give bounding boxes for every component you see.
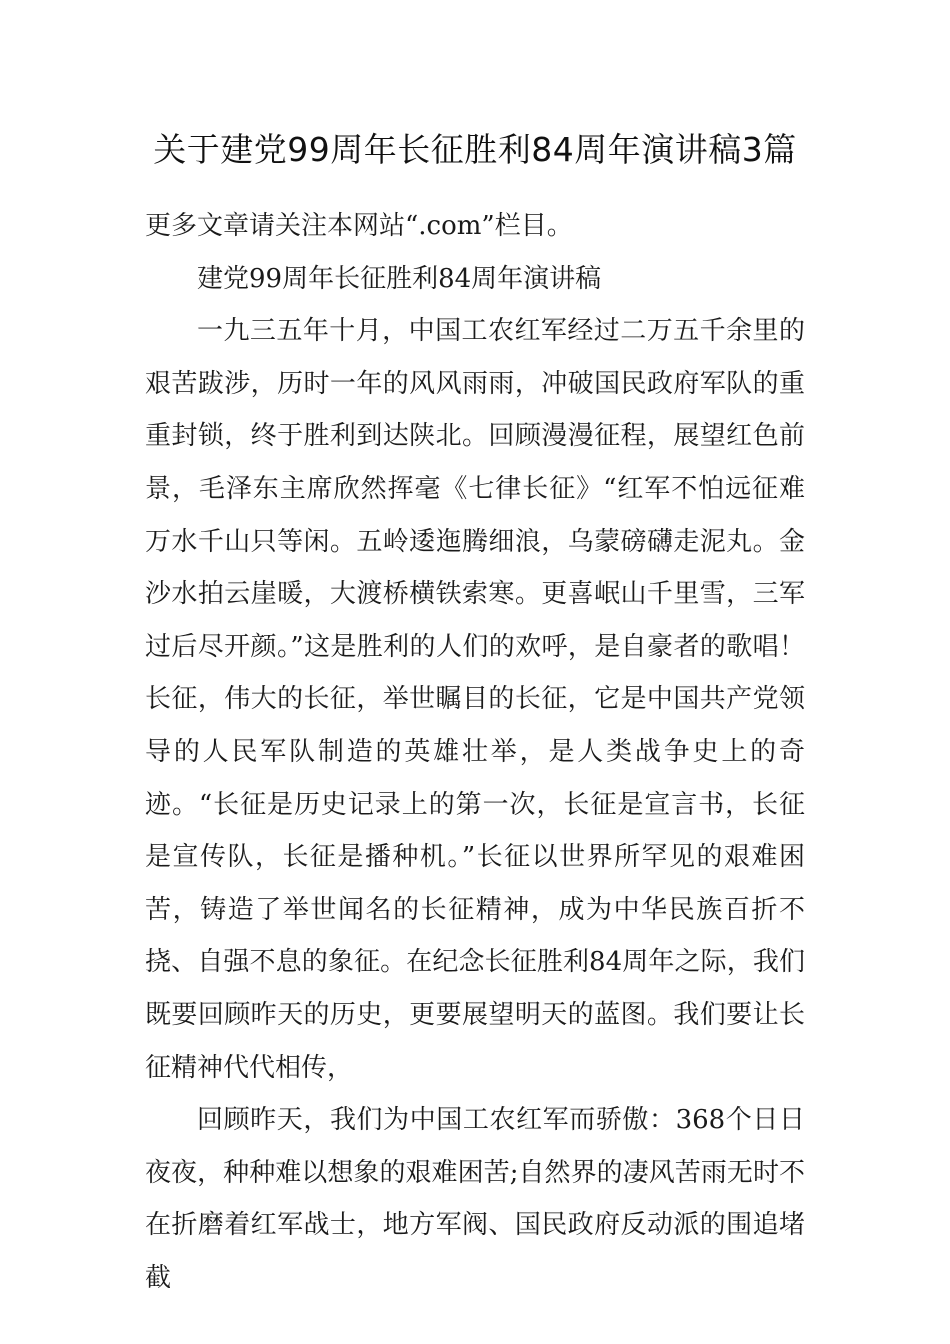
document-title: 关于建党99周年长征胜利84周年演讲稿3篇 [153, 130, 797, 169]
paragraph-1: 一九三五年十月，中国工农红军经过二万五千余里的艰苦跋涉，历时一年的风风雨雨，冲破国民政府军队的重重封锁，终于胜利到达陕北。回顾漫漫征程，展望红色前景，毛泽东主席欣然挥毫《七律长征》“红军不怕远征难万水千山只等闲。五岭逶迤腾细浪，乌蒙磅礴走泥丸。金沙水拍云崖暖，大渡桥横铁索寒。更喜岷山千里雪，三军过后尽开颜。”这是胜利的人们的欢呼，是自豪者的歌唱！长征，伟大的长征，举世瞩目的长征，它是中国共产党领导的人民军队制造的英雄壮举，是人类战争史上的奇迹。“长征是历史记录上的第一次，长征是宣言书，长征是宣传队，长征是播种机。”长征以世界所罕见的艰难困苦，铸造了举世闻名的长征精神，成为中华民族百折不挠、自强不息的象征。在纪念长征胜利84周年之际，我们既要回顾昨天的历史，更要展望明天的蓝图。我们要让长征精神代代相传， [145, 316, 805, 1083]
speech-subtitle: 建党99周年长征胜利84周年演讲稿 [197, 263, 602, 294]
document-body [145, 200, 805, 1304]
intro-line: 更多文章请关注本网站“.com”栏目。 [145, 211, 573, 241]
paragraph-2: 回顾昨天，我们为中国工农红军而骄傲：368个日日夜夜，种种难以想象的艰难困苦;自然界的凄风苦雨无时不在折磨着红军战士，地方军阀、国民政府反动派的围追堵截 [145, 1105, 805, 1293]
